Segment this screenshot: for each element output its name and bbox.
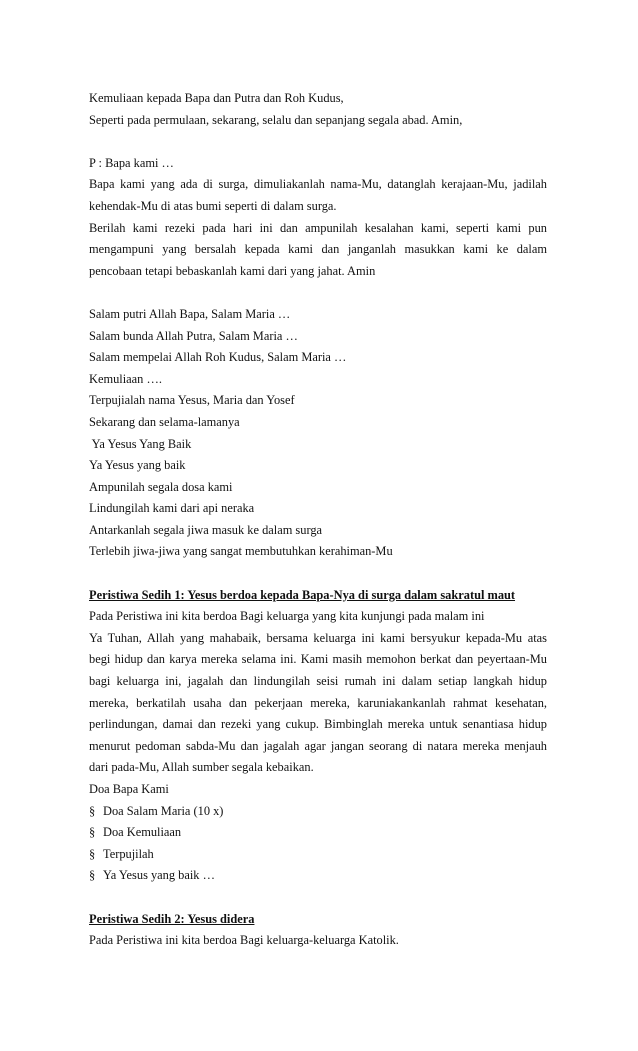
bullet-text: Ya Yesus yang baik …	[103, 868, 215, 883]
mystery-1-body-line: begi hidup dan karya mereka selama ini. Kami masih memohon berkat dan peyertaan-Mu	[89, 652, 547, 667]
mystery-1-body-line: perlindungan, damai dan rezeki yang cukup. Bimbinglah mereka untuk senantiasa hidup	[89, 717, 547, 732]
spacer	[89, 282, 547, 304]
mystery-1-body-last: dari pada-Mu, Allah sumber segala kebaikan.	[89, 760, 314, 775]
section-sign-icon: §	[89, 846, 96, 861]
mystery-1-our-father: Doa Bapa Kami	[89, 782, 169, 796]
prayer-line: Salam bunda Allah Putra, Salam Maria …	[89, 328, 298, 343]
spacer	[89, 563, 547, 585]
mystery-1-intro: Pada Peristiwa ini kita berdoa Bagi keluarga yang kita kunjungi pada malam ini	[89, 609, 485, 624]
prayer-line: Ya Yesus yang baik	[89, 458, 186, 473]
document-page	[89, 88, 547, 952]
prayer-line: Terpujialah nama Yesus, Maria dan Yosef	[89, 393, 295, 408]
bullet-item	[89, 822, 547, 844]
mystery-1-body-line: Ya Tuhan, Allah yang mahabaik, bersama keluarga ini kami bersyukur kepada-Mu atas	[89, 630, 547, 645]
mystery-2-heading: Peristiwa Sedih 2: Yesus didera	[89, 911, 255, 926]
prayer-line: Terlebih jiwa-jiwa yang sangat membutuhkan kerahiman-Mu	[89, 544, 393, 559]
our-father-line-4: mengampuni yang bersalah kepada kami dan janganlah masukkan kami ke dalam	[89, 242, 547, 257]
prayer-line: Sekarang dan selama-lamanya	[89, 414, 240, 429]
prayer-line: Salam mempelai Allah Roh Kudus, Salam Maria …	[89, 350, 347, 365]
section-sign-icon: §	[89, 825, 96, 840]
section-sign-icon: §	[89, 868, 96, 883]
mystery-1-body-line: bagi keluarga ini, jagalah dan lindungilah seisi rumah ini dalam setiap langkah hidup	[89, 674, 547, 689]
doxology-line-1: Kemuliaan kepada Bapa dan Putra dan Roh Kudus,	[89, 91, 344, 105]
bullet-item	[89, 844, 547, 866]
bullet-item	[89, 865, 547, 887]
spacer	[89, 887, 547, 909]
mystery-1-body-line: mereka, berkatilah usaha dan pekerjaan mereka, karuniakankanlah rahmat kesehatan,	[89, 695, 547, 710]
doxology-line-2: Seperti pada permulaan, sekarang, selalu dan sepanjang segala abad. Amin,	[89, 112, 463, 127]
bullet-text: Doa Kemuliaan	[103, 825, 182, 840]
mystery-1-body-line: menurut pedoman sabda-Mu dan jagalah agar jangan seorang di natara mereka menjauh	[89, 738, 547, 753]
our-father-label: P : Bapa kami …	[89, 155, 174, 170]
prayer-line: Salam putri Allah Bapa, Salam Maria …	[89, 306, 291, 321]
prayer-line: Lindungilah kami dari api neraka	[89, 501, 255, 516]
prayer-line: Ya Yesus Yang Baik	[89, 436, 192, 451]
our-father-line-2: kehendak-Mu di atas bumi seperti di dalam surga.	[89, 198, 337, 213]
bullet-text: Doa Salam Maria (10 x)	[103, 803, 224, 818]
bullet-text: Terpujilah	[103, 846, 154, 861]
prayer-line: Kemuliaan ….	[89, 371, 162, 386]
our-father-line-3: Berilah kami rezeki pada hari ini dan ampunilah kesalahan kami, seperti kami pun	[89, 220, 547, 235]
section-sign-icon: §	[89, 803, 96, 818]
mystery-1-heading: Peristiwa Sedih 1: Yesus berdoa kepada Bapa-Nya di surga dalam sakratul maut	[89, 587, 516, 602]
our-father-line-1: Bapa kami yang ada di surga, dimuliakanlah nama-Mu, datanglah kerajaan-Mu, jadilah	[89, 177, 547, 192]
spacer	[89, 131, 547, 153]
prayer-line: Antarkanlah segala jiwa masuk ke dalam surga	[89, 522, 323, 537]
prayer-line: Ampunilah segala dosa kami	[89, 479, 233, 494]
mystery-2-intro: Pada Peristiwa ini kita berdoa Bagi keluarga-keluarga Katolik.	[89, 933, 399, 948]
bullet-item	[89, 801, 547, 823]
our-father-line-5: pencobaan tetapi bebaskanlah kami dari yang jahat. Amin	[89, 263, 376, 278]
